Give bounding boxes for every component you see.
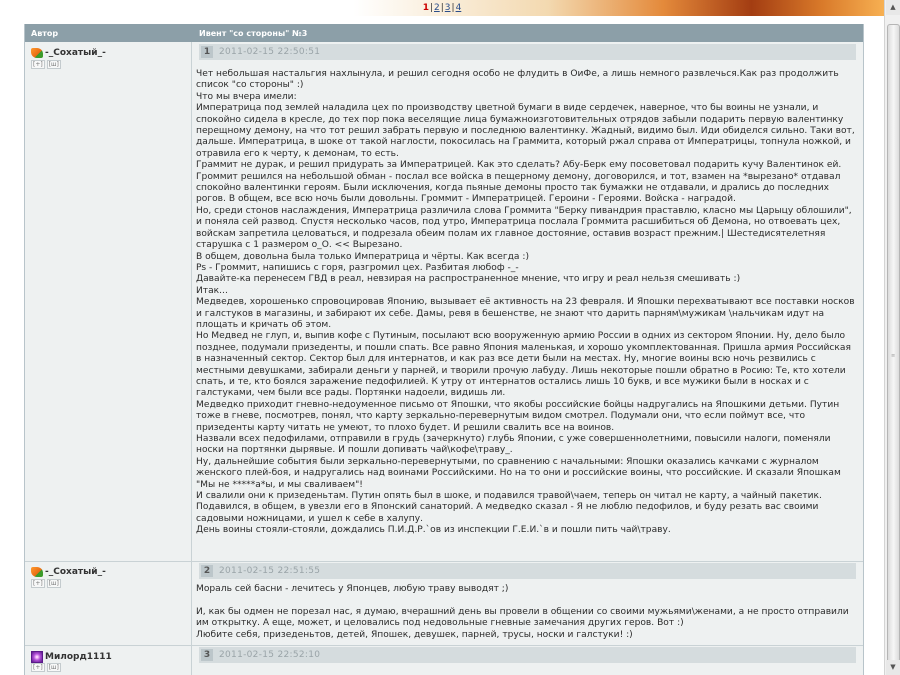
post-author — [31, 567, 106, 577]
profile-button[interactable]: [+] — [33, 580, 43, 587]
grip-icon: ≡ — [891, 353, 896, 359]
author-name-link[interactable]: Милорд1111 — [45, 652, 112, 662]
topic-title: Ивент "со стороны" №3 — [199, 29, 308, 38]
scroll-up-icon[interactable]: ▲ — [886, 0, 900, 15]
vertical-scrollbar[interactable] — [884, 0, 900, 675]
page-link-3[interactable]: 3 — [444, 3, 451, 13]
post-body: Мораль сей басни - лечитесь у Японцев, любую траву выводят ;) И, как бы одмен не порезал нас, я думаю, вчерашний день вы провели в общении со своими мужьями\женами, а не просто отправили им открытку. А еще, может, и целовались под недовольные гневные замечания других геров. Вот :) Любите себя, призеденьтов, детей, Япошек, девушек, парней, трусы, носки и галстуки! :) — [196, 584, 849, 640]
table-header — [25, 24, 863, 42]
mail-button[interactable]: [ш] — [48, 580, 59, 587]
post-number[interactable]: 3 — [201, 649, 213, 661]
post-date: 2011-02-15 22:50:51 — [219, 47, 321, 57]
scrollbar-thumb[interactable] — [887, 24, 900, 674]
author-name-link[interactable]: -_Сохатый_- — [45, 567, 106, 577]
mail-button[interactable]: [ш] — [48, 61, 59, 68]
post-number[interactable]: 1 — [201, 46, 213, 58]
author-mini-buttons — [31, 664, 63, 671]
purple-star-icon — [31, 651, 43, 663]
post-number[interactable]: 2 — [201, 565, 213, 577]
page-link-4[interactable]: 4 — [455, 3, 462, 13]
post-body: Чет небольшая настальгия нахлынула, и решил сегодня особо не флудить в ОиФе, а лишь немного развлечься.Как раз продолжить список "со стороны" :) Что мы вчера имели: Императрица под землей наладила цех по производству цветной бумаги в виде сердечек, наверное, что бы воины не узнали, и спокойно сидела в кресле, до тех пор пока веселящие лица бумажноизготовительных отрядов забыли подарить первую валентинку перещному демону, на что тот решил забрать первую и последнюю валентинку. Жадный, видимо был. Иди обиделся сильно. Таки вот, дальше. Императрица, в шоке от такой наглости, покосилась на Граммита, который ржал справа от Императрицы, топнула ножкой, и отравила его к черту, к демонам, то есть. Граммит не дурак, и решил придурать за Императрицей. Как это сделать? Абу-Берк ему посоветовал подарить кучу Валентинок ей. Громмит решился на небольшой обман - послал все войска в пещерному демону, договорился, и тот, взамен на *вырезано* отдавал спокойно валентинки героям. Были исключения, когда пьяные демоны просто так бумажки не отдавали, и дрались до последних рогов. В общем, все всю ночь были довольны. Громмит - Императрицей. Героини - Героями. Войска - наградой. Но, среди стонов наслаждения, Императрица различила слова Громмита "Берку пивандрия праставлю, класно мы Царыцу облошили", и поняла сей развод. Спустя несколько часов, под утро, Императрица послала Громмита расшибиться об Демона, но отвоевать цех, войскам запретила целоваться, и подрезала обеим полам их главное достояние, оставив возраст прежним.| Шестедисятелетняя старушка с 1 размером о_О. << Вырезано. В общем, довольна была только Императрица и чёрты. Как всегда :) Ps - Громмит, напишись с горя, разгромил цех. Разбитая любоф -_- Давайте-ка перенесем ГВД в реал, невзирая на распространенное мнение, что игру и реал нельзя смешивать :) Итак... Медведев, хорошенько спровоцировав Японию, вызывает её активность на 23 февраля. И Япошки перехватывают все поставки носков и галстуков в магазины, и забирают их себе. Дамы, ревя в бешенстве, не знают что дарить парням\мужикам \нальчикам идут на площать и кричать об этом. Но Медвед не глуп, и, выпив кофе с Путиным, посылают всю вооруженную армию России в одних из сектором Японии. Ну, дело было позднее, подумали призеденты, и пошли спать. Все равно Япония маленькая, и хорошо укомплектованная. Пришла армия Российская в назначенный сектор. Сектор был для интернатов, и как раз все дети были на местах. Ну, многие воины всю ночь резвились с местными девушками, забирали деньги у парней, и творили прочую лабуду. Лишь некоторые пошли обратно в Росию: Те, кто хотели спать, и те, кто боялся заражение педофилией. К утру от интернатов остались лишь 10 букв, и все мужики были в носках и с галстуками, чем были все рады. Портянки надоели, видишь ли. Медведко приходит гневно-недоуменное письмо от Япошки, что якобы российские бойцы надругались на Япошкими детьми. Путин тоже в гневе, посмотрев, понял, что карту зеркально-перевернутым видом смотрел. Подумали они, что если поймут все, что призеденты карту читать не умеют, то плохо будет. И решили свалить все на воинов. Назвали всех педофилами, отправили в грудь (зачеркнуто) глубь Японии, с уже совершеннолетними, повысили налоги, поменяли носки на портянки дырявые. И пошли допивать чай\кофе\траву_. Ну, дальнейшие события были зеркально-перевернутыми, по сравнению с начальными: Япошки оказались качками с журналом женского плей-боя, и надругались над воинами Российскими. Но на то они и российские воины, что российские. И сказали Япошкам "Мы не *****а*ы, и мы сваливаем"! И свалили они к призеденьтам. Путин опять был в шоке, и подавился травой\чаем, теперь он читал не карту, а чайный пакетик. Подавился, в общем, в увезли его в Японский санаторий. А медведко сказал - Я не люблю педофилов, и буду резать вас своими садовыми ножницами, и ушел к себе в халупу. День воины стояли-стояли, дождались П.И.Д.Р.`ов из инспекции Г.Е.И.`в и пошли пить чай\траву. — [196, 69, 855, 536]
post-header — [199, 44, 856, 60]
post-author — [31, 48, 106, 58]
post-header — [199, 647, 856, 663]
profile-button[interactable]: [+] — [33, 664, 43, 671]
carrot-icon — [31, 48, 43, 58]
author-name-link[interactable]: -_Сохатый_- — [45, 48, 106, 58]
post-date: 2011-02-15 22:52:10 — [219, 650, 321, 660]
forum-thread — [24, 24, 864, 675]
pagination: 1|2|3|4 — [422, 3, 462, 13]
post-date: 2011-02-15 22:51:55 — [219, 566, 321, 576]
scroll-down-icon[interactable]: ▼ — [886, 660, 900, 675]
post-1 — [25, 42, 863, 582]
author-mini-buttons — [31, 61, 63, 68]
post-author — [31, 651, 112, 663]
page-current: 1 — [422, 3, 429, 13]
page-link-2[interactable]: 2 — [434, 3, 440, 13]
author-column-header: Автор — [31, 29, 59, 38]
carrot-icon — [31, 567, 43, 577]
post-header — [199, 563, 856, 579]
mail-button[interactable]: [ш] — [48, 664, 59, 671]
profile-button[interactable]: [+] — [33, 61, 43, 68]
post-3 — [25, 645, 863, 675]
author-mini-buttons — [31, 580, 63, 587]
